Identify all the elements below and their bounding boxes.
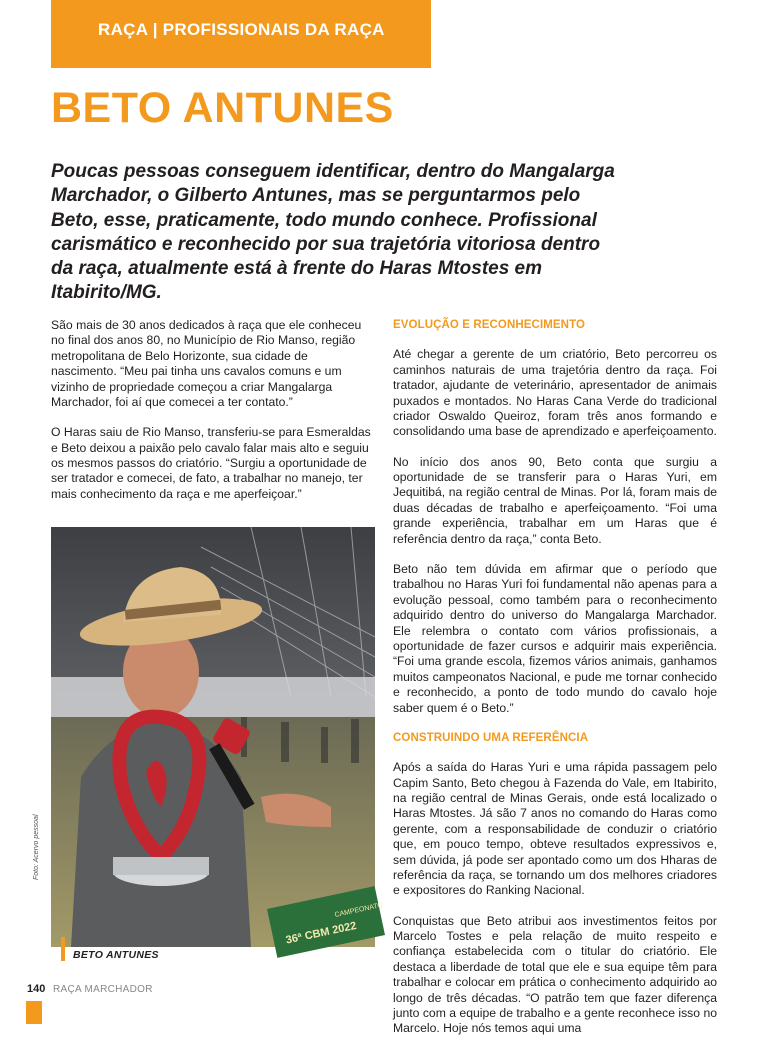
left-column bbox=[51, 318, 376, 517]
svg-text:CAMPEONATO: CAMPEONATO bbox=[334, 901, 384, 919]
right-column bbox=[393, 318, 717, 1052]
left-paragraph-1: São mais de 30 anos dedicados à raça que ele conheceu no final dos anos 80, no Município de Rio Manso, região metropolitana de Belo Horizonte, sua cidade de nascimento. “Meu pai tinha uns cavalos comuns e um vizinho de propriedade começou a criar Mangalarga Marchador, foi aí que comecei a ter contato.” bbox=[51, 318, 362, 410]
subheading-referencia: CONSTRUINDO UMA REFERÊNCIA bbox=[393, 731, 589, 744]
photo-credit: Foto: Acervo pessoal bbox=[33, 814, 40, 880]
caption-accent-bar bbox=[61, 937, 65, 961]
article-photo bbox=[51, 527, 384, 947]
right-paragraph-5: Conquistas que Beto atribui aos investimentos feitos por Marcelo Tostes e pela relação de muito respeito e confiança estabelecida com o titular do criatório. Ele destaca a liberdade de total que ele e sua equipe têm para trabalhar e colocar em prática o conhecimento adquirido ao longo de três décadas. “O patrão tem que fazer diferença junto com a equipe de trabalho e a gente reconhece isso no Marcelo. Hoje nós temos aqui uma bbox=[393, 913, 717, 1036]
page-corner-accent bbox=[26, 1001, 42, 1024]
section-label: RAÇA | PROFISSIONAIS DA RAÇA bbox=[98, 20, 385, 39]
left-paragraph-2: O Haras saiu de Rio Manso, transferiu-se para Esmeraldas e Beto deixou a paixão pelo cavalo falar mais alto e seguiu os mesmos passos do criatório. “Surgiu a oportunidade de ser tratador e comecei, de fato, a trabalhar no manejo, ter mais conhecimento da raça e me aperfeiçoar.” bbox=[51, 425, 371, 501]
right-paragraph-3: Beto não tem dúvida em afirmar que o período que trabalhou no Haras Yuri foi fundamental não apenas para a evolução pessoal, como também para o reconhecimento adquirido dentro do universo do Mangalarga Marchador. Ele relembra o contato com vários profissionais, a oportunidade de fazer cursos e adquirir mais experiência. “Foi uma grande escola, fizemos vários animais, ganhamos muitos campeonatos Nacional, e pude me tornar conhecido e reconhecido, a ponto de todo mundo do cavalo hoje saber quem é o Beto.” bbox=[393, 561, 717, 715]
magazine-name: RAÇA MARCHADOR bbox=[53, 984, 153, 995]
section-banner bbox=[51, 0, 431, 68]
subheading-evolucao: EVOLUÇÃO E RECONHECIMENTO bbox=[393, 319, 586, 331]
page-number: 140 bbox=[27, 983, 46, 995]
right-paragraph-4: Após a saída do Haras Yuri e uma rápida passagem pelo Capim Santo, Beto chegou à Fazenda do Vale, em Itabirito, na região central de Minas Gerais, onde está localizado o Haras Mtostes. Já são 7 anos no comando do Haras como gerente, com a responsabilidade de conduzir o criatório que, em pouco tempo, obteve resultados expressivos e, sem dúvida, já pode ser apontado como um dos Hharas de referência da raça, se tornando um dos melhores criadores e expositores do Ranking Nacional. bbox=[393, 760, 717, 898]
right-paragraph-2: No início dos anos 90, Beto conta que surgiu a oportunidade de se transferir para o Haras Yuri, em Jequitibá, na região central de Minas. Por lá, foram mais de duas décadas de trabalho e aperfeiçoamento. “Foi uma grande experiência, trabalhar em um Haras que é referência dentro da raça,” conta Beto. bbox=[393, 454, 717, 546]
article-lead: Poucas pessoas conseguem identificar, dentro do Mangalarga Marchador, o Gilberto Antunes, mas se perguntarmos pelo Beto, esse, praticamente, todo mundo conhece. Profissional carismático e reconhecido por sua trajetória vitoriosa dentro da raça, atualmente está à frente do Haras Mtostes em Itabirito/MG. bbox=[51, 161, 615, 304]
sign-text: 36ª CBM 2022 bbox=[284, 919, 358, 947]
right-paragraph-1: Até chegar a gerente de um criatório, Beto percorreu os caminhos naturais de uma trajetória dentro da raça. Foi tratador, ajudante de veterinário, apresentador de animais puxados e montados. No Haras Cana Verde do tradicional criador Oswaldo Queiroz, foram três anos formando e consolidando uma base de aprendizado e aperfeiçoamento. bbox=[393, 347, 717, 439]
article-title: BETO ANTUNES bbox=[51, 84, 394, 132]
photo-caption: BETO ANTUNES bbox=[73, 949, 159, 961]
